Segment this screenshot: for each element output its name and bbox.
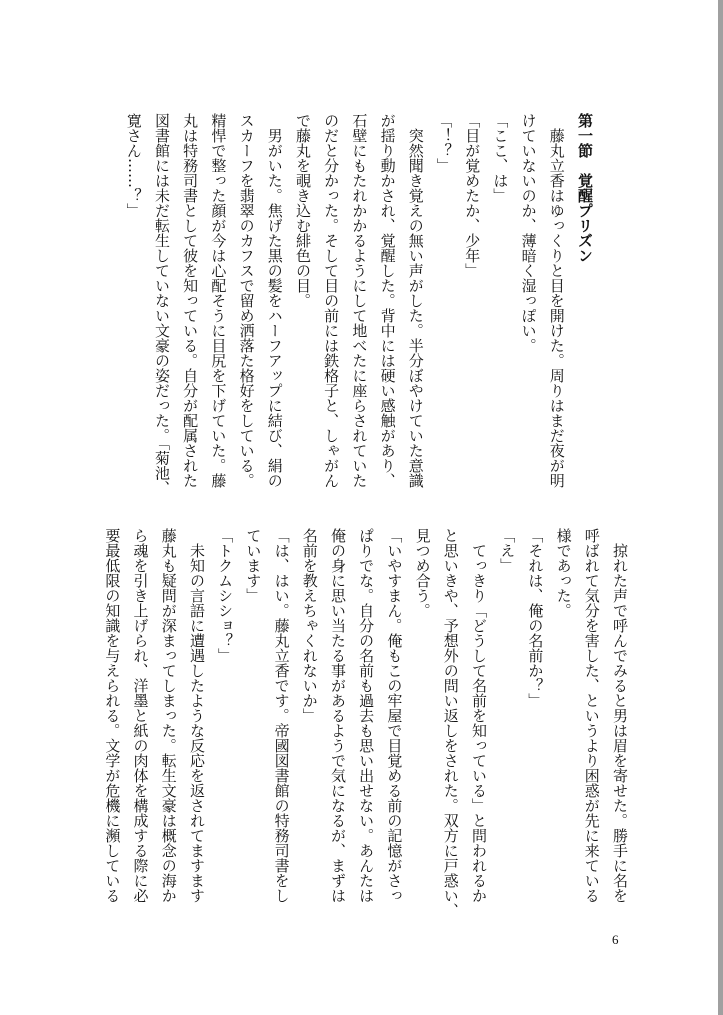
text-line: 見つめ合う。 xyxy=(413,528,432,618)
text-line: 「それは、俺の名前か？」 xyxy=(526,528,545,708)
text-line: 「ここ、は」 xyxy=(491,113,510,203)
text-line: 「！？」 xyxy=(434,113,453,173)
text-line: 呼ばれて気分を害した、というより困惑が先に来ている xyxy=(582,528,601,903)
text-line: 名前を教えちゃくれないか」 xyxy=(300,528,319,723)
scrollbar[interactable] xyxy=(718,0,723,1015)
text-line: スカーフを翡翠のカフスで留め洒落た格好をしている。 xyxy=(237,113,256,488)
text-line: けていないのか、薄暗く湿っぽい。 xyxy=(519,113,538,353)
text-line: 男がいた。焦げた黒の髪をハーフアップに結び、絹の xyxy=(265,113,284,488)
text-line: 俺の身に思い当たる事があるようで気になるが、まずは xyxy=(328,528,347,903)
text-line: 精悍で整った顔が今は心配そうに目尻を下げていた。藤 xyxy=(209,113,228,488)
text-line: 「目が覚めたか、少年」 xyxy=(463,113,482,278)
text-line: 「トクムシショ？」 xyxy=(216,528,235,663)
text-line: 掠れた声で呼んでみると男は眉を寄せた。勝手に名を xyxy=(611,528,629,903)
section-title: 第一節 覚醒プリズン xyxy=(576,113,594,263)
top-text-block xyxy=(120,113,599,496)
text-line: が揺り動かされ、覚醒した。背中には硬い感触があり、 xyxy=(378,113,397,488)
page-number: 6 xyxy=(612,932,619,947)
text-line: 「は、はい。藤丸立香です。帝國図書館の特務司書をし xyxy=(272,528,291,903)
text-line: 突然聞き覚えの無い声がした。半分ぼやけていた意識 xyxy=(406,113,425,488)
text-line: 未知の言語に遭遇したような反応を返されてますます xyxy=(187,528,206,903)
text-line: 寛さん……？」 xyxy=(124,113,143,218)
text-line: 図書館には未だ転生していない文豪の姿だった。「菊池、 xyxy=(152,113,171,496)
text-line: ぱりでな。自分の名前も過去も思い出せない。あんたは xyxy=(357,528,376,903)
text-line: ています」 xyxy=(244,528,263,603)
text-line: 藤丸立香はゆっくりと目を開けた。周りはまだ夜が明 xyxy=(547,113,566,488)
text-line: と思いきや、予想外の問い返しをされた。双方に戸惑い、 xyxy=(441,528,460,918)
text-line: のだと分かった。そして目の前には鉄格子と、しゃがん xyxy=(322,113,341,488)
text-line: 「え」 xyxy=(498,528,517,573)
text-line: 様であった。 xyxy=(554,528,573,618)
text-line: 藤丸も疑問が深まってしまった。転生文豪は概念の海か xyxy=(159,528,178,903)
text-line: 要最低限の知識を与えられる。文学が危機に瀕している xyxy=(103,528,122,903)
text-line: てっきり「どうして名前を知っている」と問われるか xyxy=(469,528,488,903)
text-line: で藤丸を覗き込む緋色の目。 xyxy=(293,113,312,308)
text-line: 丸は特務司書として彼を知っている。自分が配属された xyxy=(181,113,200,488)
bottom-text-block xyxy=(98,528,634,918)
text-line: ら魂を引き上げられ、洋墨と紙の肉体を構成する際に必 xyxy=(131,528,150,903)
text-line: 「いやすまん。俺もこの牢屋で目覚める前の記憶がさっ xyxy=(385,528,404,903)
text-line: 石壁にもたれかかるようにして地べたに座らされていた xyxy=(350,113,369,488)
